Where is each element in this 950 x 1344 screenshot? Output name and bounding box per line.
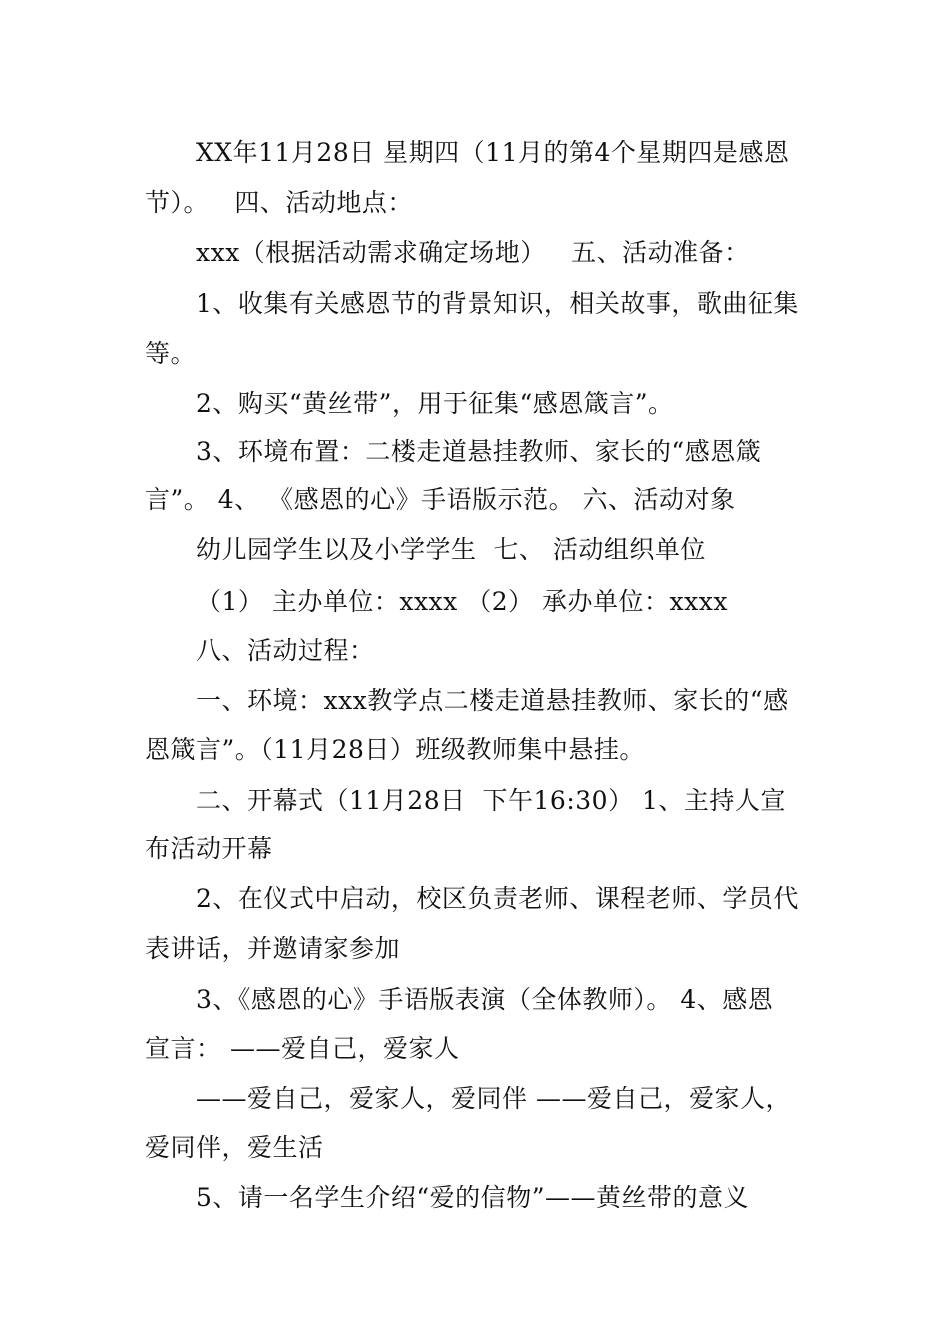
- text-line: XX年11月28日 星期四（11月的第4个星期四是感恩: [196, 138, 790, 167]
- text-line: 2、在仪式中启动，校区负责老师、课程老师、学员代: [196, 884, 799, 913]
- text-line: 爱同伴，爱生活: [145, 1133, 324, 1162]
- text-line: 表讲话，并邀请家参加: [145, 934, 401, 963]
- text-line: 布活动开幕: [145, 834, 273, 863]
- text-line: 2、购买“黄丝带”，用于征集“感恩箴言”。: [196, 389, 674, 418]
- text-line: xxx（根据活动需求确定场地） 五、活动准备：: [196, 238, 750, 267]
- text-line: 3、环境布置：二楼走道悬挂教师、家长的“感恩箴: [196, 437, 762, 466]
- text-line: ——爱自己，爱家人，爱同伴 ——爱自己，爱家人，: [196, 1084, 791, 1113]
- text-line: 宣言： ——爱自己，爱家人: [145, 1034, 460, 1063]
- text-line: 5、请一名学生介绍“爱的信物”——黄丝带的意义: [196, 1183, 749, 1212]
- text-line: 幼儿园学生以及小学学生 七、 活动组织单位: [196, 535, 706, 564]
- text-line: 言”。 4、 《感恩的心》手语版示范。 六、活动对象: [145, 485, 736, 514]
- text-line: 等。: [145, 339, 197, 368]
- text-line: 恩箴言”。（11月28日）班级教师集中悬挂。: [145, 735, 645, 764]
- text-line: 节）。 四、活动地点：: [145, 188, 413, 217]
- text-line: 1、收集有关感恩节的背景知识，相关故事，歌曲征集: [196, 289, 799, 318]
- text-line: 3、《感恩的心》手语版表演（全体教师）。 4、感恩: [196, 985, 774, 1014]
- text-line: 八、活动过程：: [196, 636, 375, 665]
- text-line: （1） 主办单位：xxxx （2） 承办单位：xxxx: [196, 587, 728, 616]
- text-line: 二、开幕式（11月28日 下午16:30） 1、主持人宣: [196, 786, 786, 815]
- text-line: 一、环境：xxx教学点二楼走道悬挂教师、家长的“感: [196, 686, 789, 715]
